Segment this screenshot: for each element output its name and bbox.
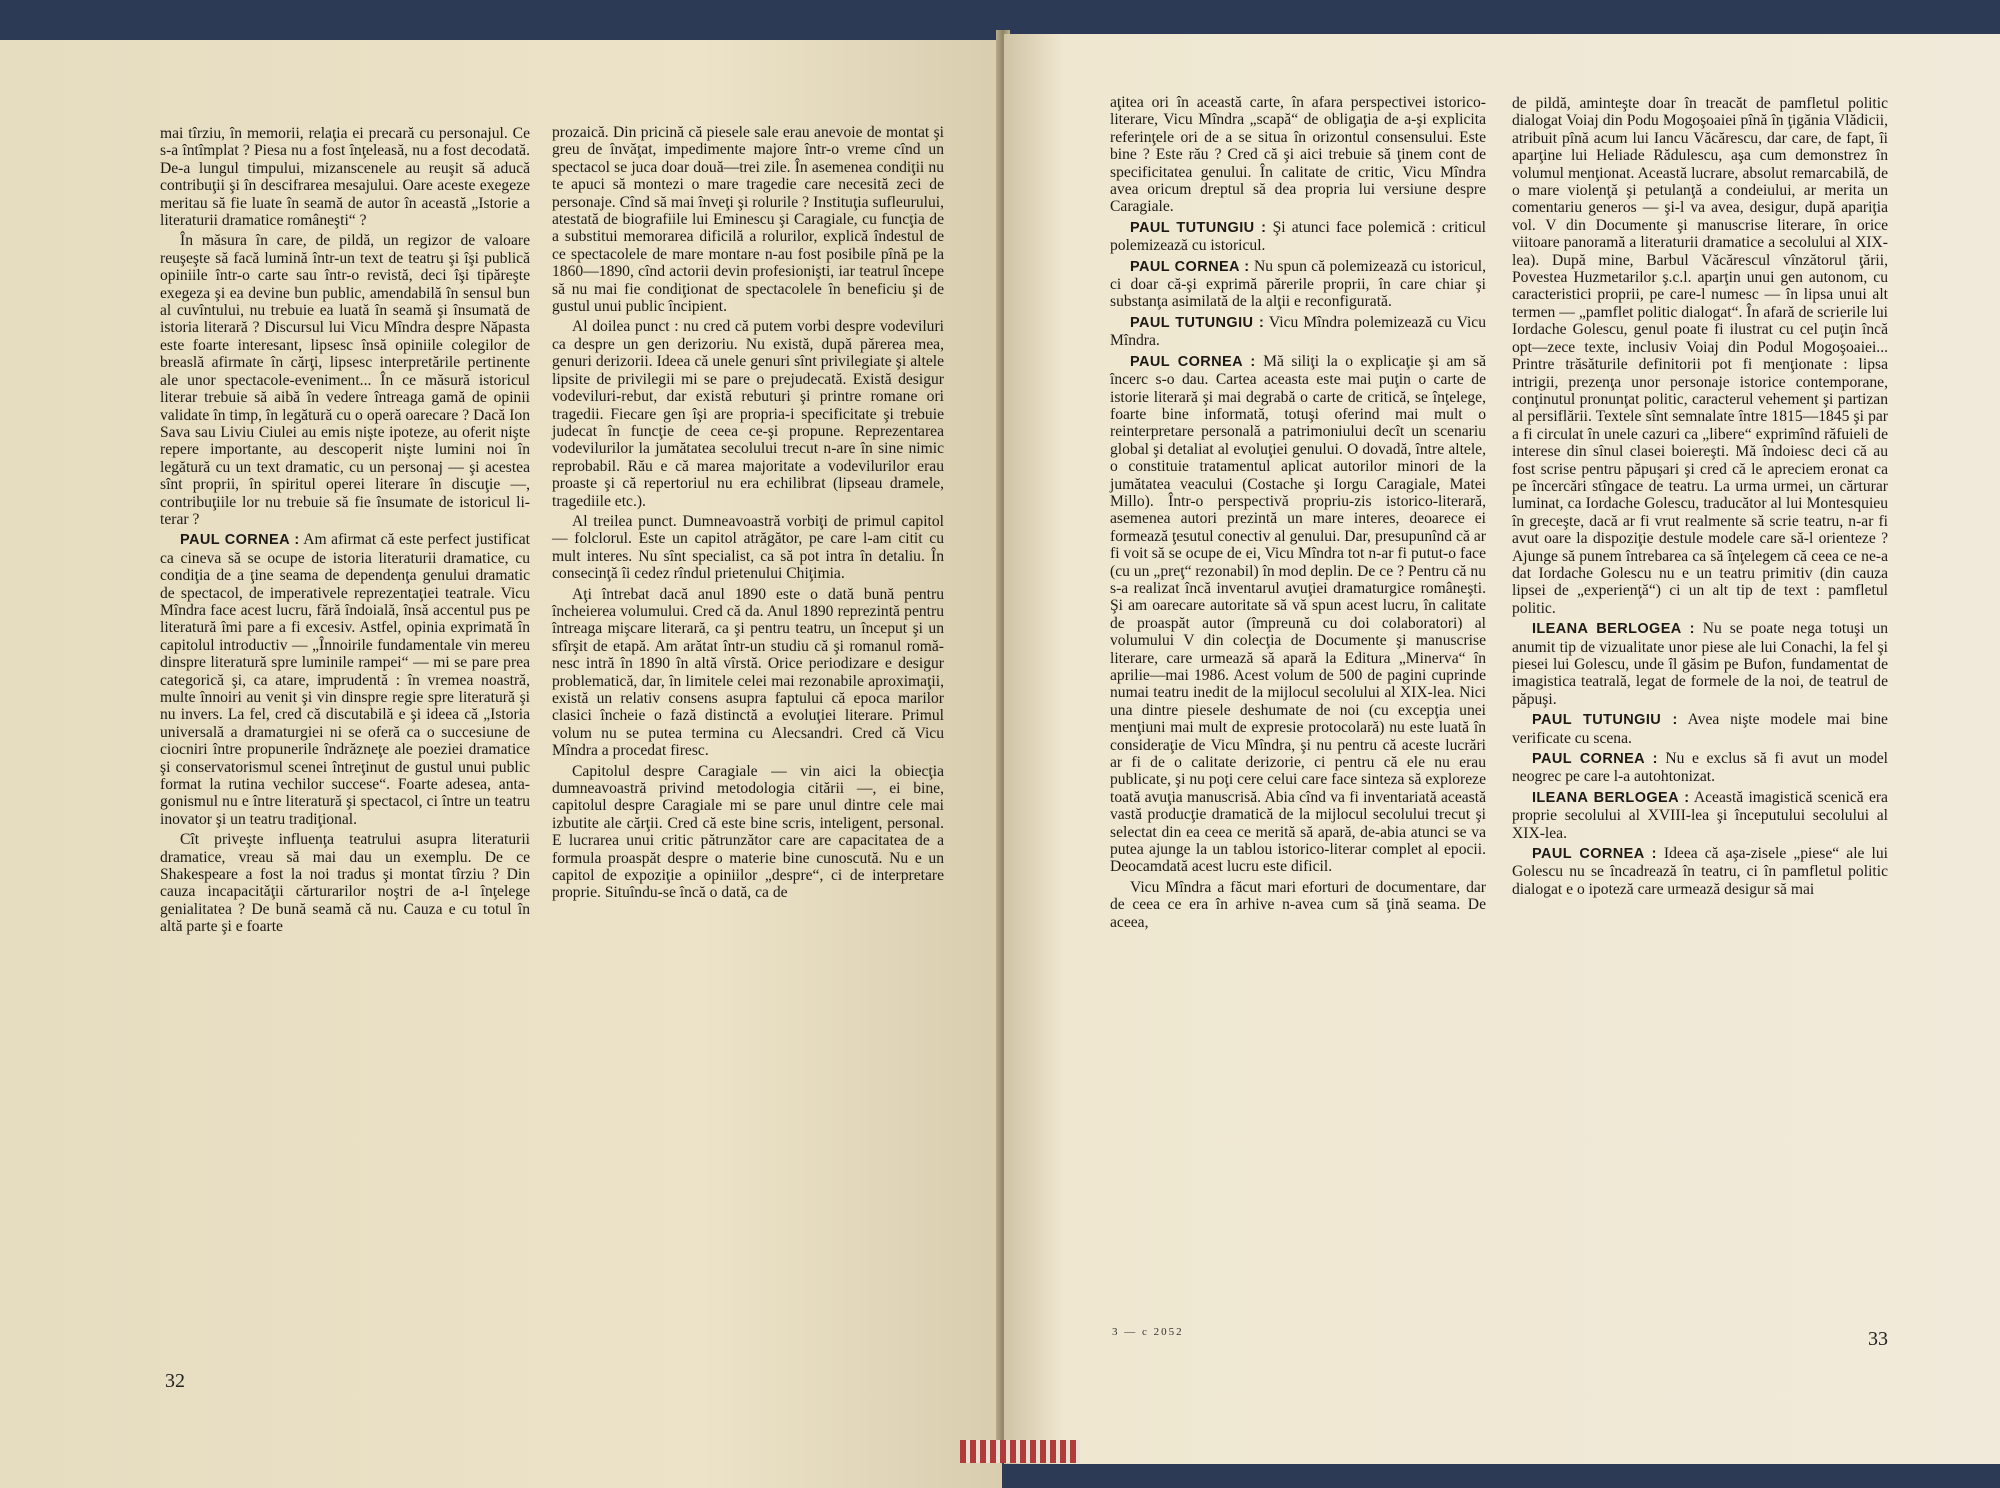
speaker-name: ILEANA BERLOGEA : [1532,789,1690,806]
paragraph-text: Nu e exclus să fi avut un model neogrec pe care l-a autohtonizat. [1512,750,1888,786]
paragraph [1110,879,1486,931]
paragraph-text: Am afirmat că este perfect justificat ca cineva să se ocupe de istoria literaturii dramatice, cu condiţia de a ţine seama de dependenţa genului dramatic de spectacol, de imperativele reprezentaţiei teatrale. Vicu Mîndra face acest lucru, fără îndoială, însă accentul pus pe literatură îmi pare a fi excesiv. Astfel, opinia exprimată în capitolul introductiv — „Înnoirile fundamentale vin mereu dinspre literatură spre luminile rampei“ — mi se pare prea categorică şi, ca atare, imprudentă : în vremea noastră, multe înnoiri au venit şi vin dinspre regie spre literatură şi nu invers. La fel, cred că discutabilă e şi ideea că „Istoria universală a dramaturgiei ni se oferă ca o succesiune de ciocniri între propunerile îndrăzneţe ale poeziei dramatice şi conservatorismul scenei întreţinut de gustul unui public format la rutina vechilor succese“. Foarte adesea, antagonismul nu e între literatură şi spectacol, ci între un teatru inovator şi un teatru tradiţional. [160,531,530,828]
page-number-left: 32 [165,1370,185,1392]
printer-signature: 3 — c 2052 [1112,1326,1184,1338]
paragraph [1512,711,1888,747]
paragraph-text: mai tîrziu, în memorii, relaţia ei precară cu personajul. Ce s-a întîmplat ? Piesa nu a fost înţeleasă, nu a fost decodată. De-a lungul timpului, mizanscenele au reuşit să aducă contribuţii şi în descifrarea mesajului. Oare aceste exegeze meritau să fie luate în seamă de autor în această „Istorie a literaturii dramatice româneşti“ ? [160,125,530,230]
paragraph [1512,845,1888,898]
paragraph [160,125,530,229]
speaker-name: PAUL CORNEA : [180,532,300,549]
paragraph [1110,258,1486,311]
paragraph [1110,314,1486,350]
left-page [0,40,1002,1488]
left-column-2 [552,124,944,905]
right-column-2 [1512,95,1888,901]
paragraph-text: Al doilea punct : nu cred că putem vorbi despre vodeviluri ca despre un gen derizoriu. Nu există, după părerea mea, genuri derizorii. Ideea că unele genuri sînt privilegiate şi altele lipsite de privilegii mi se pare o prejudecată. Există desigur vodeviluri-rebut, dar există rebuturi şi printre romane ori tragedii. Fiecare gen îşi are propria-i specificitate şi trebuie judecat în funcţie de ceea ce-şi propune. Reprezentarea vodevilurilor la jumătatea secolului trecut n-are în sine nimic reprobabil. Rău e că marea majoritate a vodevilurilor erau proaste şi că repertoriul nu era echilibrat (lipseau dramele, tragediile etc.). [552,318,944,510]
bookmark-ribbon [960,1440,1080,1463]
paragraph-text: Ideea că aşa-zisele „piese“ ale lui Golescu nu se încadrează în teatru, ci în pamfletul politic dialogat e o ipoteză care urmează desigur să mai [1512,845,1888,898]
right-column-1 [1110,94,1486,934]
paragraph-text: Nu se poate nega totuşi un anumit tip de vizualitate unor piese ale lui Conachi, la fel şi piesei lui Golescu, unde îl găsim pe Bufon, fundamentat de imagistica teatrală, legat de formele de la noi, de teatrul de păpuşi. [1512,620,1888,708]
paragraph-text: aţitea ori în această carte, în afara perspectivei istorico-literare, Vicu Mîndra „scapă“ de obligaţia de a-şi explicita referinţele ori de a se situa în orizontul consensului. Este bine ? Este rău ? Cred că şi aici trebuie să ţinem cont de specificitatea genului. În calitate de critic, Vicu Mîndra avea oricum dreptul să dea propria lui versiune despre Caragiale. [1110,94,1486,216]
page-number-right: 33 [1868,1328,1888,1350]
paragraph [160,831,530,935]
paragraph [1512,750,1888,786]
paragraph [552,586,944,760]
paragraph-text: Aţi întrebat dacă anul 1890 este o dată bună pentru încheierea volumului. Cred că da. Anul 1890 reprezintă pentru întreaga mişcare literară, ca şi pentru teatru, un început şi un sfîrşit de etapă. Am arătat într-un studiu că şi romanul romănesc intră în 1890 în altă vîrstă. Orice periodizare e desigur problematică, dar, în limitele celei mai rezonabile aproximaţii, există un relativ consens asupra faptului că epoca marilor clasici încheie o fază distinctă a evoluţiei literare. Primul volum nu se putea termina cu Alecsandri. Cred că Vicu Mîndra a procedat firesc. [552,585,944,760]
speaker-name: PAUL TUTUNGIU : [1130,314,1265,331]
right-page [1004,34,2000,1464]
paragraph-text: Această imagistică scenică era proprie secolului al XVIII-lea şi începutului secolului al XIX-lea. [1512,788,1888,842]
paragraph [1512,95,1888,617]
paragraph-text: prozaică. Din pricină că piesele sale erau anevoie de montat şi greu de învăţat, impedimente majore într-o vreme cînd un spectacol se juca doar două—trei zile. În asemenea condiţii nu te apuci să montezi o mare tragedie care necesită zeci de personaje. Cînd să mai înveţi şi rolurile ? Instituţia sufleurului, atestată de biografiile lui Eminescu şi Caragiale, cu funcţia de a substitui memorarea dificilă a rolurilor, explică îndestul de ce spectacolele de mare montare n-au fost posibile pînă pe la 1860—1890, cînd actorii devin profesionişti, iar teatrul începe să nu mai fie condiţionat de spectacolele în beneficiu şi de gustul unui public încipient. [552,124,944,316]
paragraph-text: de pildă, aminteşte doar în treacăt de pamfletul politic dialogat Voiaj din Podu Mogoşoaiei pînă în ţigănia Vlădicii, atribuit pînă acum lui Iancu Văcărescu, dar care, de fapt, îi aparţine lui Heliade Rădulescu, aşa cum demonstrez în volumul menţionat. Această lucrare, absolut remarcabilă, de o mare violenţă şi petulanţă a condeiului, ar merita un comentariu generos — şi-l va avea, desigur, după apariţia vol. V din Documente şi manuscrise literare, în orice viitoare panoramă a literaturii dramatice a secolului al XIX-lea). După mine, Barbul Văcărescul vînzătorul ţării, Povestea Huzmetarilor ş.c.l. aparţin unui gen autonom, cu caracteristici proprii, pe care-l numesc — în lipsa unui alt termen — „pamflet politic dialogat“. În afară de scrierile lui Iordache Golescu, genul poate fi ilustrat cu cel puţin încă opt—zece texte, inclusiv Voiaj din Podul Mogoşoaiei... Printre trăsăturile definitorii pot fi menţionate : lipsa intrigii, prezenţa unor personaje istorice contemporane, conţinutul pronunţat politic, caracterul vehement şi partizan al persiflării. Textele sînt semnalate între 1815—1845 şi par a fi circulat în unele cazuri ca „libere“ exprimînd răfuieli de interese din sînul clasei boiereşti. Mă îndoiesc deci că au fost scrise pentru păpuşari şi cred că le apreciem eronat ca pe încercări stîngace de teatru. La urma urmei, un cărturar luminat, ca Iordache Golescu, traducător al lui Montesquieu în greceşte, dacă ar fi vrut realmente să scrie teatru, n-ar fi avut oare la dispoziţie destule modele care să-l orienteze ? Ajunge să punem întrebarea ca să înţelegem că ceea ce ne-a dat Iordache Golescu nu e un teatru primitiv (din cauza lipsei de „experienţă“) ci un alt tip de text : pamfletul politic. [1512,95,1888,617]
left-column-1 [160,125,530,939]
paragraph [1110,219,1486,255]
paragraph [1512,620,1888,708]
paragraph-text: Mă siliţi la o explicaţie şi am să încerc s-o dau. Cartea aceasta este mai puţin o carte de istorie literară şi mai degrabă o carte de critică, se înţelege, foarte bine informată, totuşi oferind mai mult o reinterpretare personală a patrimoniului decît un scenariu global şi detaliat al evoluţiei genului. O dovadă, între altele, o constituie tratamentul aplicat autorilor minori de la jumătatea veacului (Costache şi Iorgu Caragiale, Matei Millo). Într-o perspectivă propriu-zis istorico-literară, asemenea autori prezintă un mare interes, deoarece ei formează ţesutul conectiv al genului. Dar, presupunînd că ar fi voit să se ocupe de ei, Vicu Mîndra tot n-ar fi putut-o face (cu un „preţ“ rezonabil) în mod deplin. De ce ? Pentru că nu s-a realizat încă inventarul avuţiei dramaturgice româneşti. Şi am oarecare autoritate să vă spun acest lucru, în calitate de proaspăt autor (împreună cu doi colaboratori) al volumului V din colecţia de Documente şi manuscrise literare, care urmează să apară la Editura „Minerva“ în aprilie—mai 1986. Acest volum de 500 de pagini cuprinde numai teatru inedit de la mijlocul secolului al XIX-lea. Nici una dintre piesele deshumate de noi (cu excepţia unei menţiuni mai mult de expresie protocolară) nu este luată în consideraţie de Vicu Mîndra, şi nu pentru că aceste lucrări ar fi de o calitate derizorie, ci pentru că ele nu erau publicate, şi nu poţi cere celui care face sinteza să exploreze toată avuţia manuscrisă. Abia cînd va fi inventariată această vastă producţie dramatică de la mijlocul secolului trecut şi selectat din ea ceea ce merită să apară, de-abia atunci se va putea ajunge la un tablou istorico-literar complet al epocii. Deocamdată acest lucru este dificil. [1110,352,1486,876]
paragraph-text: Avea nişte modele mai bine verificate cu scena. [1512,711,1888,747]
paragraph-text: În măsura în care, de pildă, un regizor de valoare reuşeşte să facă lumină într-un text de teatru şi îşi publică opiniile într-o carte sau într-o revistă, deci îşi tipăreşte exegeza şi ea devine bun public, amendabilă în sensul bun al cuvîntului, nu trebuie ea luată în seamă şi însumată de istoria literară ? Discursul lui Vicu Mîndra despre Năpasta este foarte interesant, lipsesc însă opiniile colegilor de breaslă afirmate în cărţi, lipsesc interpretările pertinente ale unor spectacole-eveniment... În ce măsură istoricul literar trebuie să aibă în vedere întreaga gamă de opinii validate în timp, în legătură cu o operă oarecare ? Dacă Ion Sava sau Liviu Ciulei au emis nişte ipoteze, au oferit nişte repere importante, au descoperit nişte lumini noi în legătură cu un text dramatic, cu un personaj — şi acestea sînt proprii, în spiritul operei literare în discuţie —, contribuţiile lor nu trebuie să fie însumate de istoricul literar ? [160,232,530,528]
speaker-name: PAUL CORNEA : [1532,751,1658,768]
speaker-name: PAUL CORNEA : [1532,846,1657,863]
paragraph-text: Cît priveşte influenţa teatrului asupra literaturii dramatice, vreau să mai dau un exemplu. De ce Shakespeare a fost la noi tradus şi montat tîrziu ? Din cauza incapacităţii cărturarilor noştri de a-l înţelege genialitatea ? De bună seamă că nu. Cauza e cu totul în altă parte şi e foarte [160,831,530,936]
paragraph [1512,789,1888,842]
paragraph [160,232,530,528]
paragraph-text: Capitolul despre Caragiale — vin aici la obiecţia dumneavoastră privind metodologia citării —, ei bine, capitolul despre Caragiale mi se pare unul dintre cele mai izbutite ale cărţii. Cred că este bine scris, inteligent, personal. E lucrarea unui critic pătrunzător care are capacitatea de a formula proaspăt despre o materie bine cunoscută. Nu e un capitol de expoziţie a opiniilor „despre“, ci de interpretare proprie. Situîndu-se încă o dată, ca de [552,762,944,902]
paragraph [552,124,944,315]
paragraph [160,531,530,828]
paragraph [1110,94,1486,216]
speaker-name: PAUL TUTUNGIU : [1130,219,1267,236]
paragraph [552,763,944,902]
paragraph [1110,353,1486,876]
speaker-name: PAUL TUTUNGIU : [1532,712,1678,729]
speaker-name: PAUL CORNEA : [1130,258,1250,275]
speaker-name: ILEANA BERLOGEA : [1532,621,1695,638]
speaker-name: PAUL CORNEA : [1130,353,1256,370]
paragraph [552,318,944,509]
paragraph-text: Nu spun că polemizează cu istoricul, ci doar că-şi exprimă părerile proprii, în care chiar şi substanţa asimilată de la alţii e reconfigurată. [1110,257,1486,311]
paragraph-text: Vicu Mîndra polemizează cu Vicu Mîndra. [1110,313,1486,350]
paragraph-text: Vicu Mîndra a făcut mari eforturi de documentare, dar de ceea ce era în arhive n-avea cum să ţină seama. De aceea, [1110,878,1486,931]
paragraph-text: Al treilea punct. Dumneavoastră vorbiţi de primul capitol — folclorul. Este un capitol atrăgător, pe care l-am citit cu mult interes. Nu sînt specialist, ca să pot intra în detaliu. În consecinţă îi cedez rîndul prietenului Chiţimia. [552,512,944,583]
paragraph [552,513,944,583]
paragraph-text: Şi atunci face polemică : criticul polemizează cu istoricul. [1110,218,1486,255]
